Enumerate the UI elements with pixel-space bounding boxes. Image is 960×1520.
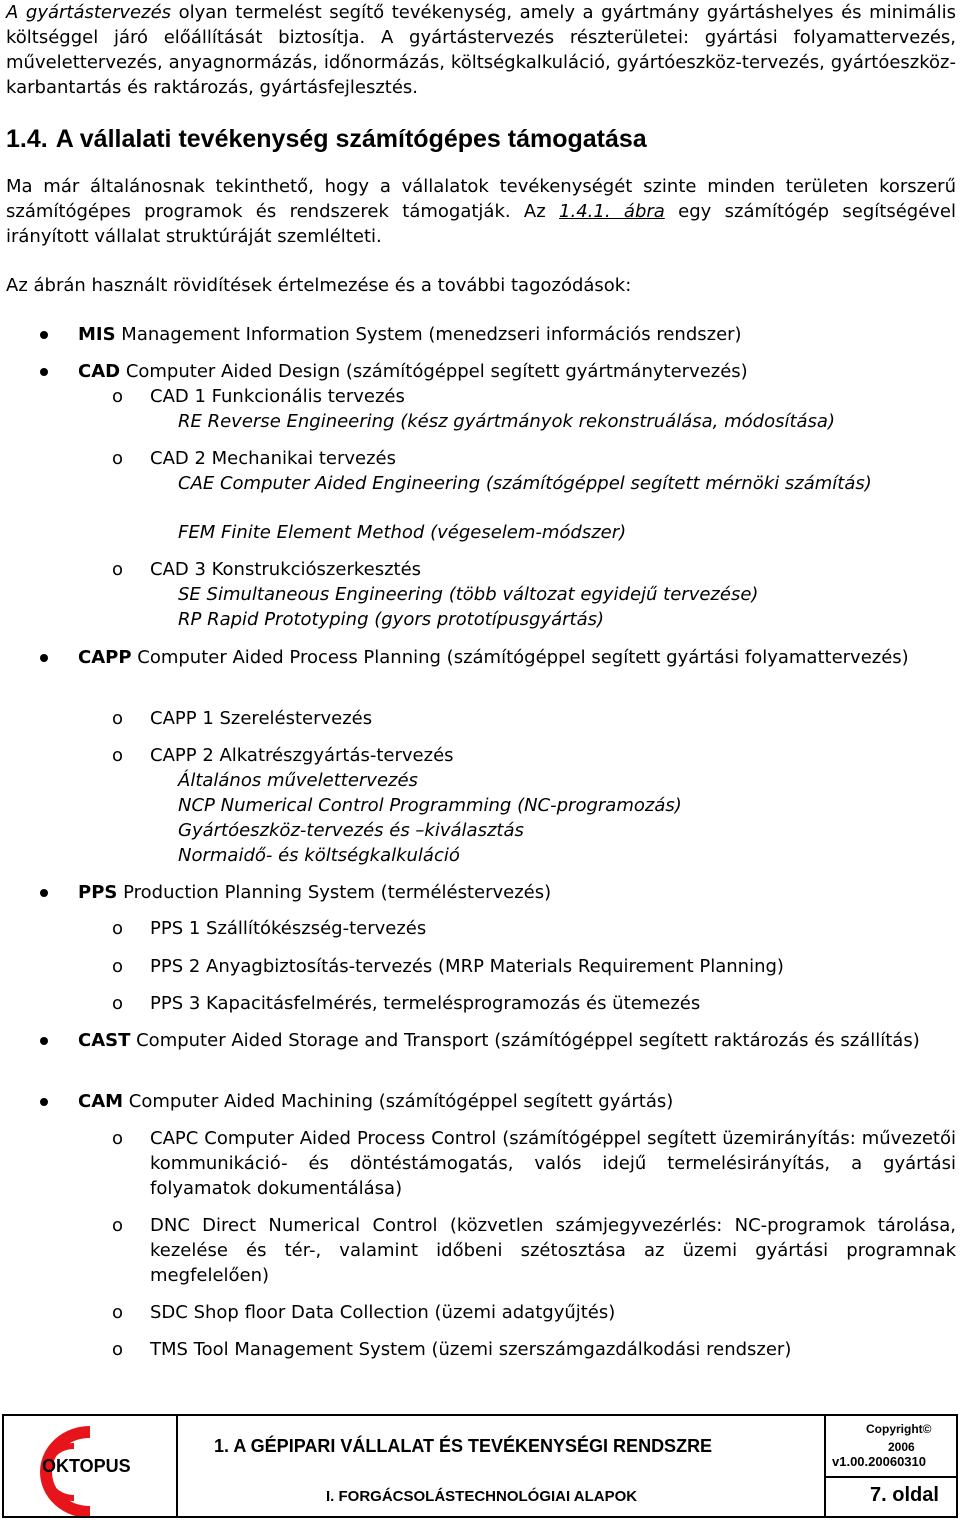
list-item-pps2: PPS 2 Anyagbiztosítás-tervezés (MRP Materials Requirement Planning) <box>150 956 784 977</box>
desc-pps: Production Planning System (terméléstervezés) <box>117 882 552 903</box>
abbr-pps: PPS <box>78 882 118 903</box>
footer-divider <box>176 1416 178 1516</box>
cad3-sub-se: SE Simultaneous Engineering (több változat egyidejű tervezése) <box>178 584 759 605</box>
abbr-mis: MIS <box>78 324 116 345</box>
list-item-cast <box>78 1028 956 1053</box>
cad2-sub-fem: FEM Finite Element Method (végeselem-módszer) <box>178 522 627 543</box>
list-item-cad1: CAD 1 Funkcionális tervezés <box>150 386 405 407</box>
list-item-sdc: SDC Shop floor Data Collection (üzemi adatgyűjtés) <box>150 1302 616 1323</box>
circle-marker-icon: o <box>112 956 124 977</box>
abbr-cast: CAST <box>78 1030 131 1051</box>
list-item-capc: CAPC Computer Aided Process Control (számítógéppel segített üzemirányítás: művezetői kommunikáció- és döntéstámogatás, valós idejű termelésirányítás, a gyártási folyamatok dokumentálása) <box>150 1128 956 1199</box>
bullet-icon <box>40 1098 48 1106</box>
list-item-capp <box>78 645 956 670</box>
bullet-icon <box>40 1037 48 1045</box>
logo-text: OKTOPUS <box>42 1456 131 1476</box>
footer-divider <box>826 1476 956 1478</box>
capp2-sub-2: NCP Numerical Control Programming (NC-programozás) <box>178 795 682 816</box>
footer-copyright: Copyright© <box>866 1422 932 1436</box>
list-item-cad <box>78 359 748 384</box>
circle-marker-icon: o <box>112 918 124 939</box>
figure-reference-link[interactable]: 1.4.1. ábra <box>559 201 665 222</box>
desc-cast: Computer Aided Storage and Transport (számítógéppel segített raktározás és szállítás) <box>130 1030 920 1051</box>
abbr-cad: CAD <box>78 361 121 382</box>
list-item-tms: TMS Tool Management System (üzemi szerszámgazdálkodási rendszer) <box>150 1339 792 1360</box>
desc-cad: Computer Aided Design (számítógéppel segített gyártmánytervezés) <box>120 361 748 382</box>
cad3-sub-rp: RP Rapid Prototyping (gyors prototípusgyártás) <box>178 609 605 630</box>
bullet-icon <box>40 654 48 662</box>
bullet-icon <box>40 331 48 339</box>
list-item-pps <box>78 880 551 905</box>
cad2-sub-cae: CAE Computer Aided Engineering (számítógéppel segített mérnöki számítás) <box>178 473 872 494</box>
footer-page-number: 7. oldal <box>870 1484 939 1506</box>
circle-marker-icon: o <box>112 448 124 469</box>
oktopus-logo <box>4 1416 176 1516</box>
circle-marker-icon: o <box>112 1302 124 1323</box>
intro-text: olyan termelést segítő tevékenység, amely a gyártmány gyártáshelyes és minimális költséggel járó előállítását biztosítja. A gyártástervezés részterületei: gyártási folyamattervezés, művelettervezés, anyagnormázás, időnormázás, költségkalkuláció, gyártóeszköz-tervezés, gyártóeszköz-karbantartás és raktározás, gyártásfejlesztés. <box>6 2 956 98</box>
desc-cam: Computer Aided Machining (számítógéppel segített gyártás) <box>123 1091 674 1112</box>
circle-marker-icon: o <box>112 1128 124 1149</box>
section-title: A vállalati tevékenység számítógépes támogatása <box>55 125 647 153</box>
abbr-capp: CAPP <box>78 647 132 668</box>
bullet-icon <box>40 889 48 897</box>
list-item-capp2: CAPP 2 Alkatrészgyártás-tervezés <box>150 745 454 766</box>
list-item-pps1: PPS 1 Szállítókészség-tervezés <box>150 918 427 939</box>
capp2-sub-3: Gyártóeszköz-tervezés és –kiválasztás <box>178 820 524 841</box>
list-item-dnc: DNC Direct Numerical Control (közvetlen számjegyvezérlés: NC-programok tárolása, kezelése és tér-, valamint időbeni szétosztása az üzemi gyártási programnak megfelelően) <box>150 1215 956 1286</box>
list-item-pps3: PPS 3 Kapacitásfelmérés, termelésprogramozás és ütemezés <box>150 993 701 1014</box>
circle-marker-icon: o <box>112 559 124 580</box>
list-item-cad2: CAD 2 Mechanikai tervezés <box>150 448 397 469</box>
list-item-cad3: CAD 3 Konstrukciószerkesztés <box>150 559 422 580</box>
para1-text-before: Ma már általánosnak tekinthető, hogy a vállalatok tevékenységét szinte minden területen korszerű számítógépes programok és rendszerek támogatják. Az <box>6 176 956 222</box>
section-heading <box>6 124 647 154</box>
body-paragraph-1 <box>6 174 956 249</box>
cad1-sub-re: RE Reverse Engineering (kész gyártmányok rekonstruálása, módosítása) <box>178 411 835 432</box>
footer-book-title: I. FORGÁCSOLÁSTECHNOLÓGIAI ALAPOK <box>326 1488 638 1505</box>
footer-year: 2006 <box>888 1440 915 1454</box>
footer-divider <box>824 1416 826 1516</box>
section-number: 1.4. <box>6 125 48 153</box>
list-item-cam <box>78 1089 673 1114</box>
footer-version: v1.00.20060310 <box>832 1454 926 1469</box>
capp2-sub-4: Normaidő- és költségkalkuláció <box>178 845 460 866</box>
page-footer <box>2 1414 958 1518</box>
footer-chapter-title: 1. A GÉPIPARI VÁLLALAT ÉS TEVÉKENYSÉGI RENDSZRE <box>214 1436 713 1456</box>
desc-mis: Management Information System (menedzseri információs rendszer) <box>115 324 742 345</box>
body-paragraph-2: Az ábrán használt rövidítések értelmezése és a további tagozódások: <box>6 275 632 296</box>
circle-marker-icon: o <box>112 993 124 1014</box>
intro-paragraph <box>6 0 956 100</box>
bullet-icon <box>40 368 48 376</box>
intro-term: A gyártástervezés <box>6 2 172 23</box>
capp2-sub-1: Általános művelettervezés <box>178 770 418 791</box>
circle-marker-icon: o <box>112 386 124 407</box>
list-item-capp1: CAPP 1 Szereléstervezés <box>150 708 373 729</box>
circle-marker-icon: o <box>112 1339 124 1360</box>
list-item-mis <box>78 322 742 347</box>
circle-marker-icon: o <box>112 1215 124 1236</box>
para1-text-after: egy számítógép segítségével irányított vállalat struktúráját szemlélteti. <box>6 201 957 247</box>
abbr-cam: CAM <box>78 1091 124 1112</box>
circle-marker-icon: o <box>112 745 124 766</box>
desc-capp: Computer Aided Process Planning (számítógéppel segített gyártási folyamattervezés) <box>131 647 909 668</box>
circle-marker-icon: o <box>112 708 124 729</box>
